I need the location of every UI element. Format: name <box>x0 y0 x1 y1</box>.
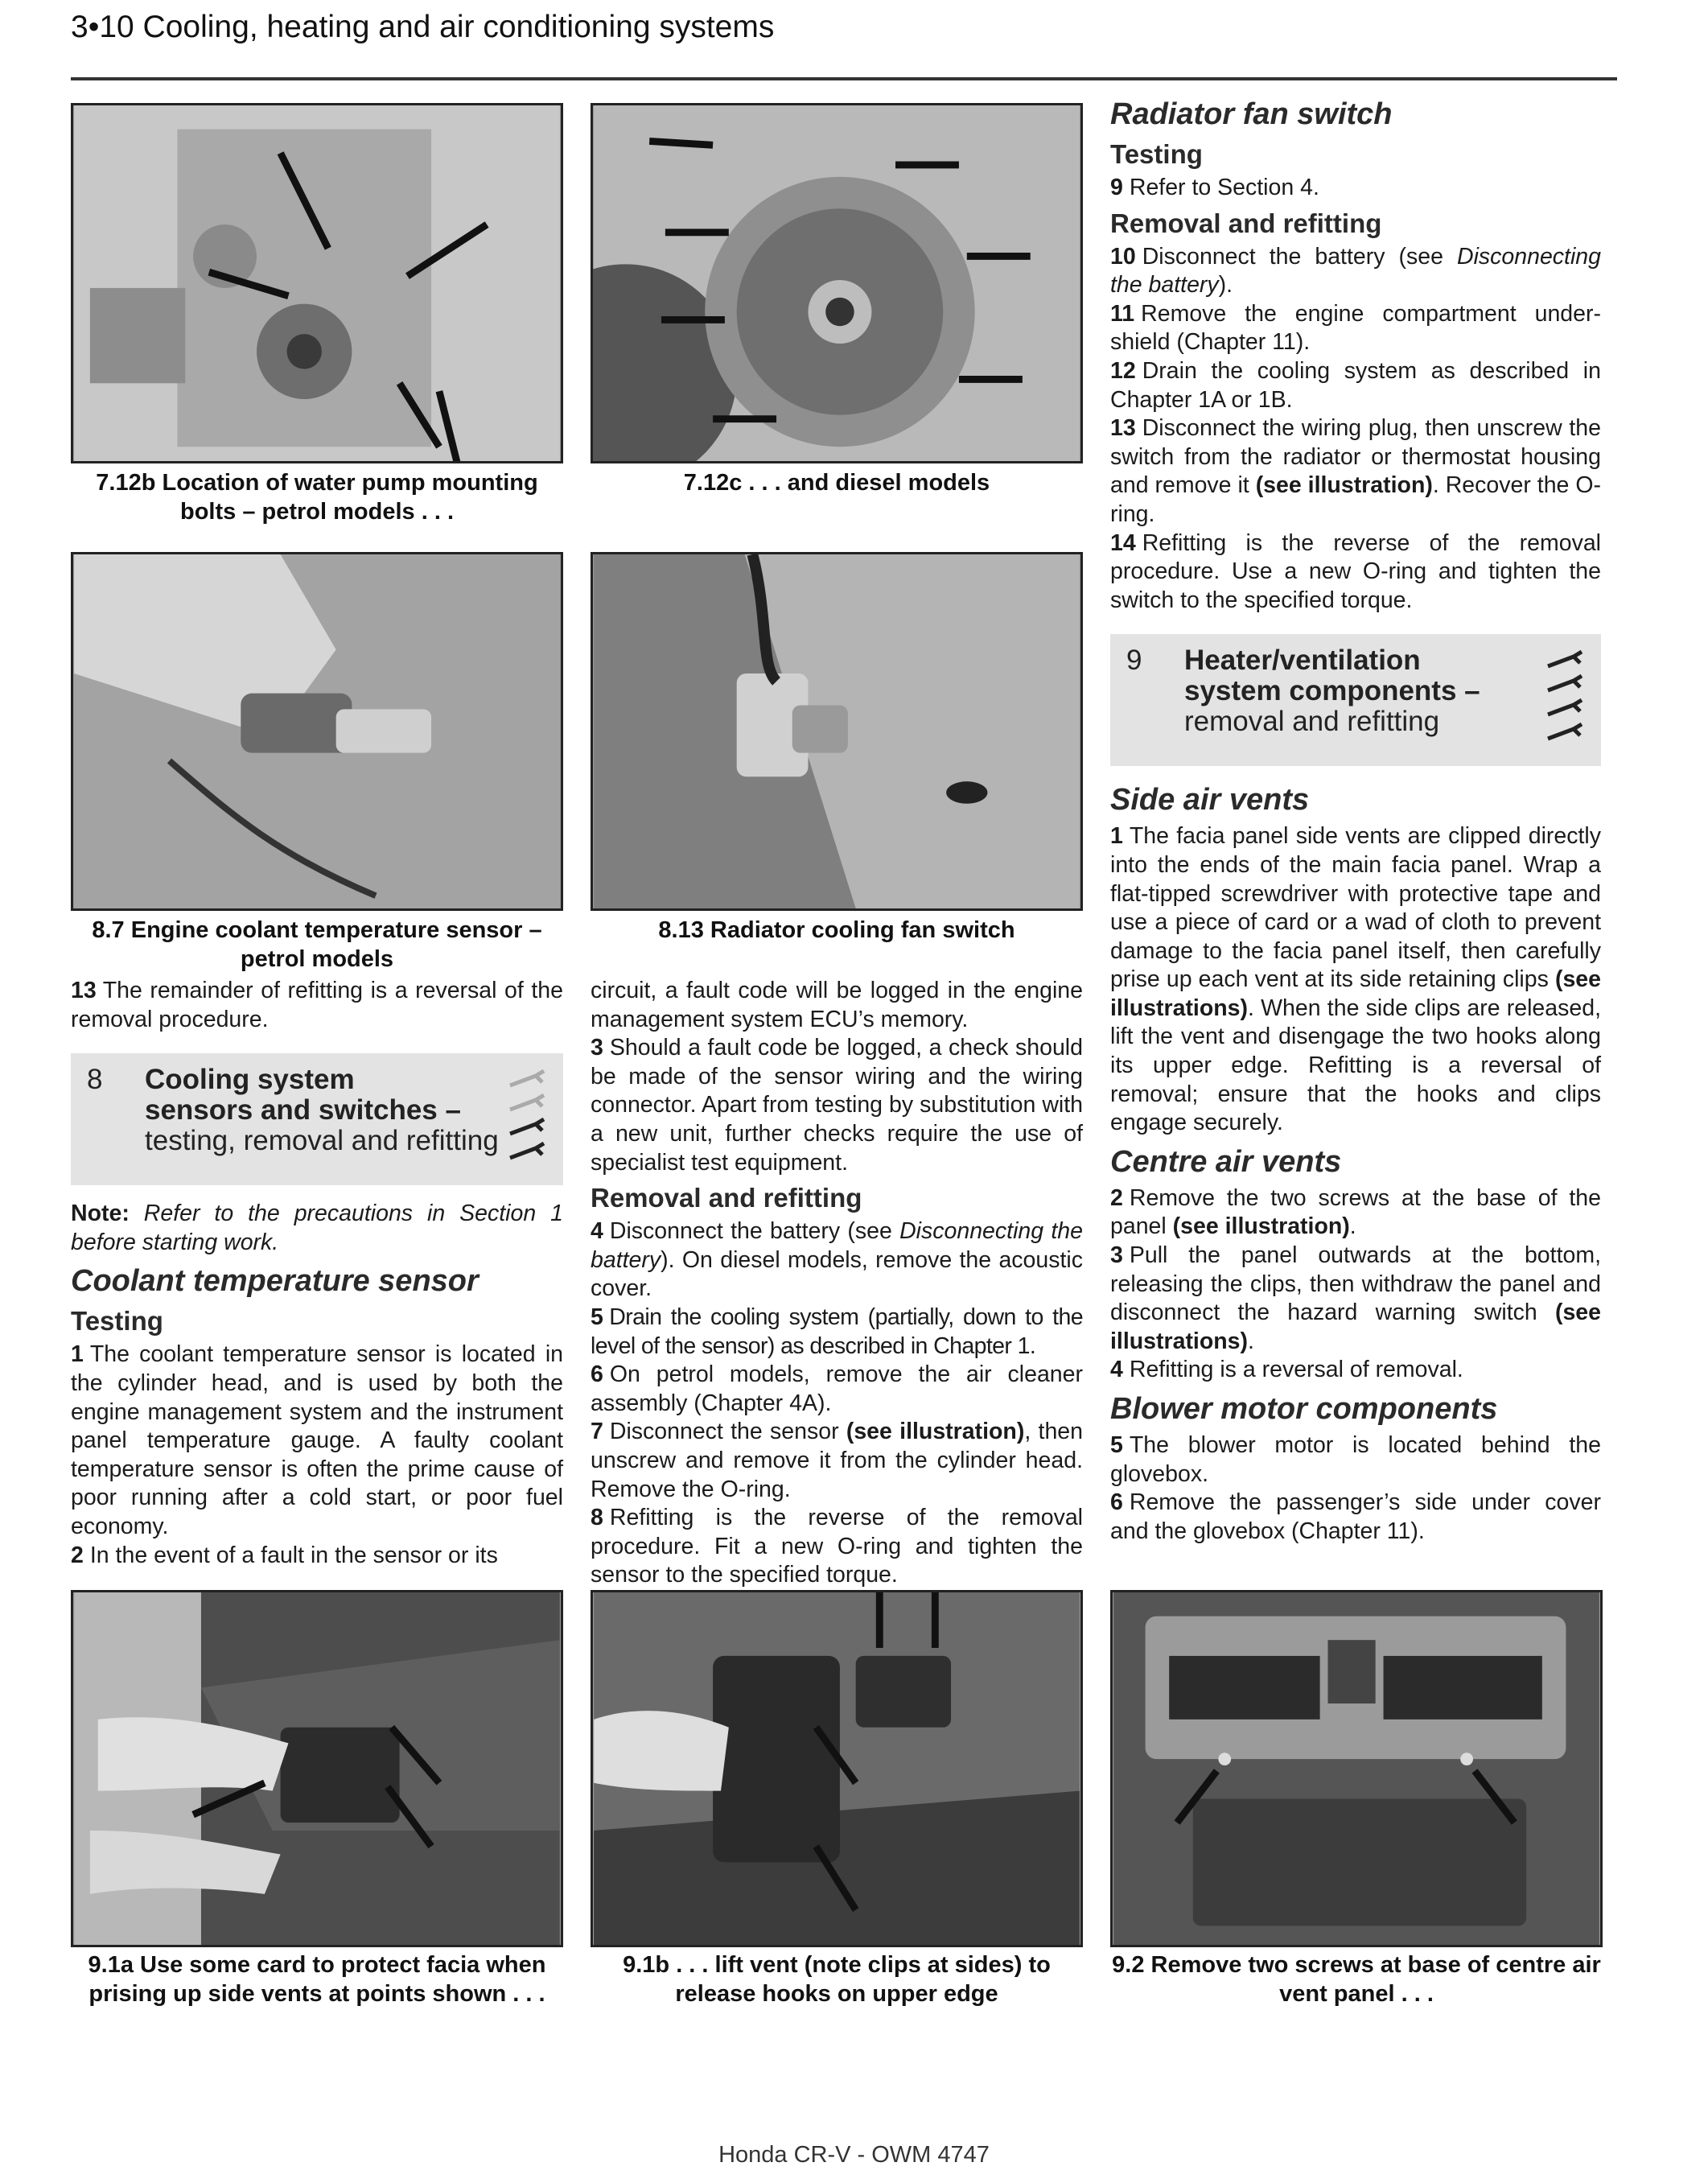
photo-radiator-fan-switch <box>591 552 1083 911</box>
paragraph-number: 4 <box>591 1218 603 1245</box>
column-2 <box>591 977 1083 1590</box>
subheading-removal-refitting: Removal and refitting <box>591 1183 862 1213</box>
paragraph-2-continued: circuit, a fault code will be logged in the engine management system ECU’s memory. <box>591 978 1083 1032</box>
bold-run: (see illustration) <box>1172 1213 1350 1240</box>
photo-water-pump-diesel <box>591 103 1083 463</box>
page-footer: Honda CR-V - OWM 4747 <box>718 2142 990 2168</box>
heading-blower-motor-components: Blower motor components <box>1110 1392 1498 1426</box>
paragraph-text: Remove the passenger’s side under cover and the glovebox (Chapter 11). <box>1110 1489 1601 1544</box>
paragraph-s1 <box>1110 822 1601 1138</box>
wrench-rating-icon <box>504 1069 552 1182</box>
side-vent-photo-illustration <box>73 1592 561 1945</box>
section-number: 9 <box>1126 645 1142 677</box>
bold-run: (see illustration) <box>846 1419 1025 1445</box>
paragraph-text: The coolant temperature sensor is located in the cylinder head, and is used by both the engine management system and the instrument panel temperature gauge. A faulty coolant temperature sensor is often the prime cause of poor running after a cold start, or poor fuel economy. <box>71 1341 563 1539</box>
paragraph-text: Should a fault code be logged, a check should be made of the sensor wiring and the wiring connector. Apart from testing by substitution with a new unit, further checks require the use of specialist test equipment. <box>591 1035 1083 1176</box>
paragraph-number: 2 <box>71 1542 84 1568</box>
subheading-removal-refitting: Removal and refitting <box>1110 208 1382 238</box>
column-1 <box>71 977 563 1570</box>
bold-run: (see illustrations) <box>1110 1300 1601 1354</box>
paragraph-text: Refer to Section 4. <box>1129 175 1319 200</box>
paragraph-text: Refitting is the reverse of the removal procedure. Use a new O-ring and tighten the switch to the specified torque. <box>1110 529 1601 613</box>
paragraph-number: 3 <box>591 1035 603 1061</box>
paragraph-text: In the event of a fault in the sensor or its <box>89 1542 498 1568</box>
paragraph-text: The remainder of refitting is a reversal of the removal procedure. <box>71 978 563 1032</box>
italic-run: Disconnecting the battery <box>1110 243 1601 299</box>
photo-side-vent-card <box>71 1590 563 1947</box>
bold-run: (see illustrations) <box>1110 966 1601 1021</box>
text-run: The facia panel side vents are clipped directly into the ends of the main facia panel. Wrap a flat-tipped screwdriver with protective tape and use a piece of card or a wad of cloth to prevent damage to the facia panel itself, then carefully prise up each vent at its side retaining clips <box>1110 823 1601 993</box>
section-title <box>1184 645 1585 737</box>
text-run: Disconnect the battery (see <box>609 1218 900 1245</box>
section-title-bold-2: sensors and switches – <box>145 1094 461 1127</box>
paragraph-s4 <box>1110 1356 1601 1385</box>
bold-run: (see illustration) <box>1255 472 1433 499</box>
note-text: Refer to the precautions in Section 1 before starting work. <box>71 1201 563 1255</box>
section-title-bold-2: system components – <box>1184 675 1480 707</box>
paragraph-number: 11 <box>1110 300 1135 327</box>
caption-8-13: 8.13 Radiator cooling fan switch <box>658 917 1015 943</box>
text-run: . <box>1248 1328 1254 1354</box>
paragraph-3 <box>591 1034 1083 1177</box>
caption-9-2: 9.2 Remove two screws at base of centre air vent panel . . . <box>1112 1952 1601 2007</box>
text-run: ). <box>1218 272 1233 299</box>
paragraph-number: 14 <box>1110 529 1136 556</box>
text-run: . Recover the O-ring. <box>1110 472 1602 527</box>
text-run: Disconnect the wiring plug, then unscrew the switch from the radiator or thermostat housing and remove it <box>1110 415 1601 499</box>
paragraph-9 <box>1110 174 1601 203</box>
wrench-rating-icon <box>1541 650 1590 763</box>
pulley-photo-illustration <box>593 105 1080 461</box>
caption-9-1a: 9.1a Use some card to protect facia when prising up side vents at points shown . . . <box>88 1952 546 2007</box>
paragraph-number: 7 <box>591 1419 603 1445</box>
paragraph-number: 10 <box>1110 243 1136 270</box>
paragraph-number: 8 <box>591 1505 603 1531</box>
paragraph-7 <box>591 1418 1083 1504</box>
paragraph-8 <box>591 1504 1083 1590</box>
paragraph-number: 3 <box>1110 1242 1123 1269</box>
italic-run: Disconnecting the battery <box>591 1218 1083 1273</box>
column-3 <box>1110 90 1601 1546</box>
text-run: ). On diesel models, remove the acoustic cover. <box>591 1246 1083 1302</box>
subheading-testing: Testing <box>71 1306 163 1337</box>
photo-side-vent-lift <box>591 1590 1083 1947</box>
page-header: 3•10 Cooling, heating and air conditioning systems <box>71 10 775 44</box>
heading-radiator-fan-switch: Radiator fan switch <box>1110 97 1393 131</box>
text-run: Pull the panel outwards at the bottom, releasing the clips, then withdraw the panel and disconnect the hazard warning switch <box>1110 1242 1601 1326</box>
section-title-bold-1: Cooling system <box>145 1064 355 1096</box>
photo-coolant-sensor-petrol <box>71 552 563 911</box>
section-number: 8 <box>87 1064 103 1096</box>
caption-8-7: 8.7 Engine coolant temperature sensor – petrol models <box>92 917 542 972</box>
paragraph-10 <box>1110 243 1601 300</box>
paragraph-text: On petrol models, remove the air cleaner assembly (Chapter 4A). <box>591 1361 1083 1416</box>
paragraph-6 <box>591 1361 1083 1418</box>
text-run: Remove the two screws at the base of the panel <box>1110 1184 1601 1240</box>
paragraph-number: 9 <box>1110 175 1123 200</box>
heading-coolant-temperature-sensor: Coolant temperature sensor <box>71 1264 479 1299</box>
paragraph-2 <box>71 1542 563 1571</box>
paragraph-number: 1 <box>1110 823 1123 850</box>
paragraph-number: 2 <box>1110 1184 1123 1211</box>
centre-vent-photo-illustration <box>1113 1592 1600 1945</box>
section-title-normal: removal and refitting <box>1184 706 1440 738</box>
paragraph-text: Remove the engine compartment under-shield (Chapter 11). <box>1110 300 1601 356</box>
section-title-bold-1: Heater/ventilation <box>1184 645 1421 677</box>
paragraph-5 <box>591 1304 1083 1361</box>
paragraph-number: 5 <box>591 1304 603 1330</box>
paragraph-14 <box>1110 529 1601 616</box>
paragraph-11 <box>1110 300 1601 357</box>
caption-7-12b: 7.12b Location of water pump mounting bolts – petrol models . . . <box>96 470 538 525</box>
paragraph-text: The blower motor is located behind the glovebox. <box>1110 1432 1601 1487</box>
paragraph-s5 <box>1110 1431 1601 1489</box>
section-title <box>145 1065 547 1156</box>
caption-7-12c: 7.12c . . . and diesel models <box>683 470 990 496</box>
paragraph-number: 12 <box>1110 357 1136 384</box>
text-run: Disconnect the sensor <box>609 1419 846 1445</box>
paragraph-text: Refitting is the reverse of the removal procedure. Fit a new O-ring and tighten the sensor to the specified torque. <box>591 1505 1083 1588</box>
note <box>71 1200 563 1257</box>
text-run: . <box>1349 1213 1356 1240</box>
text-run: Disconnect the battery (see <box>1142 243 1457 270</box>
engine-photo-illustration <box>73 105 561 461</box>
heading-side-air-vents: Side air vents <box>1110 783 1310 818</box>
text-run: , then unscrew and remove it from the cylinder head. Remove the O-ring. <box>591 1419 1083 1502</box>
paragraph-13 <box>1110 414 1601 529</box>
paragraph-number: 6 <box>591 1361 603 1388</box>
paragraph-number: 13 <box>71 978 97 1003</box>
paragraph-number: 5 <box>1110 1432 1123 1458</box>
paragraph-s3 <box>1110 1242 1601 1356</box>
paragraph-1 <box>71 1341 563 1541</box>
photo-centre-vent-screws <box>1110 1590 1603 1947</box>
paragraph-s2 <box>1110 1184 1601 1242</box>
header-rule <box>71 77 1617 80</box>
paragraph-4 <box>591 1217 1083 1304</box>
text-run: . When the side clips are released, lift the vent and disengage the two hooks along its upper edge. Refitting is a reversal of removal; ensure that the hooks and clips engage securely. <box>1110 995 1601 1136</box>
paragraph-number: 4 <box>1110 1357 1123 1383</box>
section-8-box <box>71 1053 563 1185</box>
subheading-testing: Testing <box>1110 139 1203 169</box>
heading-centre-air-vents: Centre air vents <box>1110 1144 1342 1179</box>
note-label: Note: <box>71 1201 130 1227</box>
section-9-box <box>1110 634 1601 766</box>
paragraph-13 <box>71 977 563 1034</box>
photo-water-pump-petrol <box>71 103 563 463</box>
sensor-photo-illustration <box>73 554 561 908</box>
paragraph-number: 13 <box>1110 415 1136 442</box>
paragraph-number: 6 <box>1110 1489 1123 1516</box>
vent-lift-photo-illustration <box>593 1592 1080 1945</box>
section-title-normal: testing, removal and refitting <box>145 1125 499 1157</box>
paragraph-s6 <box>1110 1489 1601 1546</box>
caption-9-1b: 9.1b . . . lift vent (note clips at sides) to release hooks on upper edge <box>623 1952 1051 2007</box>
paragraph-text: Refitting is a reversal of removal. <box>1129 1357 1463 1383</box>
paragraph-number: 1 <box>71 1341 84 1368</box>
fan-switch-photo-illustration <box>593 554 1080 908</box>
paragraph-text: Drain the cooling system (partially, down to the level of the sensor) as described in Chapter 1. <box>591 1304 1083 1359</box>
paragraph-12 <box>1110 357 1601 414</box>
paragraph-text: Drain the cooling system as described in Chapter 1A or 1B. <box>1110 357 1601 413</box>
